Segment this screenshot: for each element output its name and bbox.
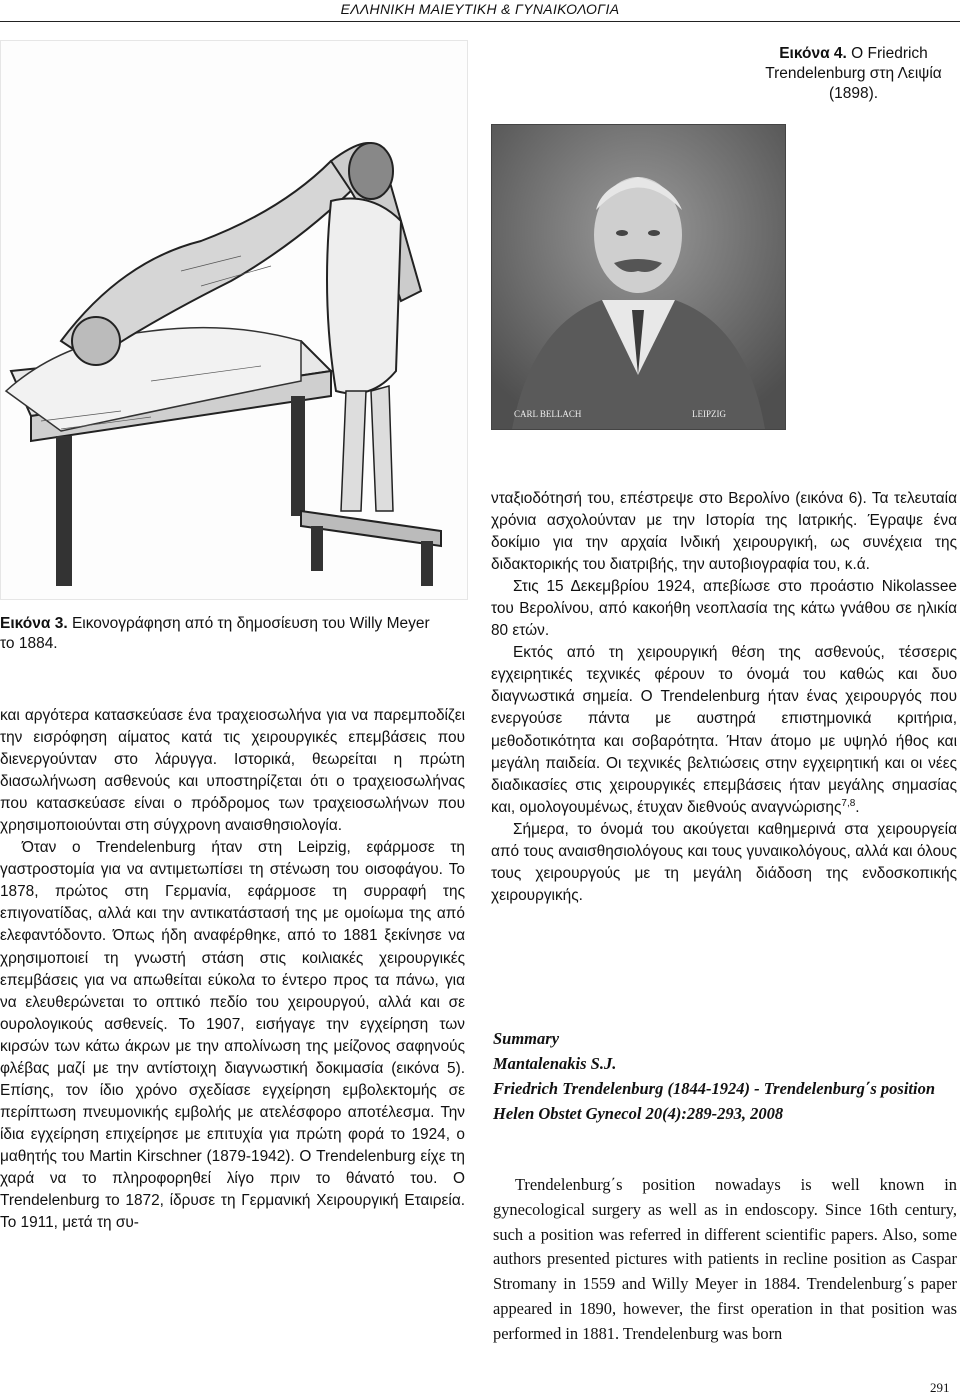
abstract-paragraph: Trendelenburg΄s position nowadays is well known in gynecological surgery as well as in endoscopy. Since 16th century, such a position was referred in different scientific papers. Also, some authors presented pictures with patients in recline position as Caspar Stromany in 1559 and Willy Meyer in 1884. Trendelenburg΄s paper appeared in 1890, however, the first operation in that position was performed in 1881. Trendelenburg was born — [493, 1175, 957, 1343]
left-column — [0, 705, 465, 1234]
header-rule — [0, 21, 960, 22]
page-number: 291 — [930, 1380, 950, 1395]
right-column — [491, 488, 957, 907]
right-paragraph-3 — [491, 642, 957, 818]
right-paragraph-2: Στις 15 Δεκεμβρίου 1924, απεβίωσε στο προάστιο Nikolassee του Βερολίνου, από κακοήθη νεοπλασία της κάτω γνάθου σε ηλικία 80 ετών. — [491, 578, 957, 640]
engraving-drawing — [1, 41, 467, 599]
photo-stamp-right: LEIPZIG — [692, 409, 726, 419]
right-paragraph-1: νταξιοδότησή του, επέστρεψε στο Βερολίνο (εικόνα 6). Τα τελευταία χρόνια ασχολούνταν με την Ιστορία της Ιατρικής. Έγραψε ένα δοκίμιο για την αρχαία Ινδική χειρουργική, ως συνέχεια της διδακτορικής του διατριβής, την αυτοβιογραφία του, κ.ά. — [491, 490, 957, 574]
right-paragraph-4: Σήμερα, το όνομά του ακούγεται καθημερινά στα χειρουργεία από τους αναισθησιολόγους και τους γυναικολόγους, αλλά και όλους τους χειρουργούς με τη μεγάλη διάδοση της ενδοσκοπικής χειρουργικής. — [491, 820, 957, 904]
summary-citation: Helen Obstet Gynecol 20(4):289-293, 2008 — [493, 1104, 784, 1123]
summary-title: Friedrich Trendelenburg (1844-1924) - Trendelenburg΄s position — [493, 1079, 935, 1098]
running-header — [0, 0, 960, 22]
figure-3-illustration — [0, 40, 468, 600]
summary-abstract — [493, 1173, 957, 1347]
left-paragraph-2: Όταν ο Trendelenburg ήταν στη Leipzig, εφάρμοσε τη γαστροστομία για να αντιμετωπίσει τη στένωση του οισοφάγου. Το 1878, πρώτος στη Γερμανία, εφάρμοσε τη συρραφή της επιγονατίδας, αλλά και την αντικατάστασή της με ομοίωμα της από ελεφαντόδοντο. Όπως ήδη αναφέρθηκε, από το 1881 ξεκίνησε να χρησιμοποιεί τη γνωστή στάση στις κοιλιακές χειρουργικές επεμβάσεις για να απωθείται εύκολα το έντερο προς τα πάνω, για να ελευθερώνεται το οπτικό πεδίο του χειρουργού, αλλά και σε ουρολογικούς ασθενείς. Το 1907, εισήγαγε την εγχείρηση των κιρσών των κάτω άκρων με την απολίνωση της μείζονος σαφηνούς φλέβας μαζί με την αντίστοιχη διαγνωστική δοκιμασία (εικόνα 5). Επίσης, τον ίδιο χρόνο σχεδίασε εγχείρηση εμβολεκτομής σε περίπτωση πνευμονικής εμβολής με ατελέσφορο αποτέλεσμα. Την ίδια εγχείρηση επιχείρησε με επιτυχία για πρώτη φορά το 1924, ο μαθητής του Martin Kirschner (1879-1942). Ο Trendelenburg είχε τη χαρά να το πληροφορηθεί λίγο πριν το θάνατό του. Ο Trendelenburg το 1872, ίδρυσε τη Γερμανική Χειρουργική Εταιρεία. Το 1911, μετά τη συ- — [0, 839, 465, 1232]
figure-4-photograph — [491, 124, 786, 430]
right-paragraph-3-text: Εκτός από τη χειρουργική θέση της ασθενούς, τέσσερις εγχειρητικές τεχνικές φέρουν το όνομά του καθώς και δυο διαγνωστικά σημεία. Ο Trendelenburg ήταν ένας χειρουργός που ενεργούσε πάντα με αυστηρά επιστημονικά κριτήρια, μεθοδοτικότητα και σοβαρότητα. Ήταν άτομο με υψηλό ήθος και μεγάλη παιδεία. Οι τεχνικές βελτιώσεις στην εγχειρητική και οι νέες διαδικασίες στις χειρουργικές επεμβάσεις ήταν μεγάλης σημασίας και, ομολογουμένως, έτυχαν διεθνούς αναγνώρισης — [491, 644, 957, 816]
summary-author: Mantalenakis S.J. — [493, 1054, 617, 1073]
figure-4-label: Εικόνα 4. — [779, 45, 847, 62]
figure-3-caption-text: Εικονογράφηση από τη δημοσίευση του Willy Meyer το 1884. — [0, 615, 430, 652]
portrait-drawing — [492, 125, 785, 429]
journal-title: ΕΛΛΗΝΙΚΗ ΜΑΙΕΥΤΙΚΗ & ΓΥΝΑΙΚΟΛΟΓΙΑ — [340, 1, 620, 17]
figure-4-caption — [756, 44, 951, 104]
reference-superscript: 7,8 — [841, 797, 856, 809]
summary-heading: Summary — [493, 1029, 560, 1048]
left-paragraph-1: και αργότερα κατασκεύασε ένα τραχειοσωλήνα για να παρεμποδίζει την εισρόφηση αίματος κατά τις χειρουργικές επεμβάσεις που διενεργούνταν στο λάρυγγα. Ιστορικά, θεωρείται η πρώτη διασωλήνωση ασθενούς και υποστηρίζεται ότι ο τραχειοσωλήνας που κατασκεύασε είναι ο πρόδρομος των τραχειοσωλήνων που χρησιμοποιούνται στη σύγχρονη αναισθησιολογία. — [0, 707, 465, 835]
figure-4-caption-text: Ο Friedrich Trendelenburg στη Λειψία (1898). — [765, 45, 942, 102]
summary-block — [493, 1026, 953, 1126]
right-paragraph-3-end: . — [855, 798, 860, 816]
figure-3-caption — [0, 614, 440, 654]
photo-stamp-left: CARL BELLACH — [514, 409, 582, 419]
figure-3-label: Εικόνα 3. — [0, 615, 68, 632]
